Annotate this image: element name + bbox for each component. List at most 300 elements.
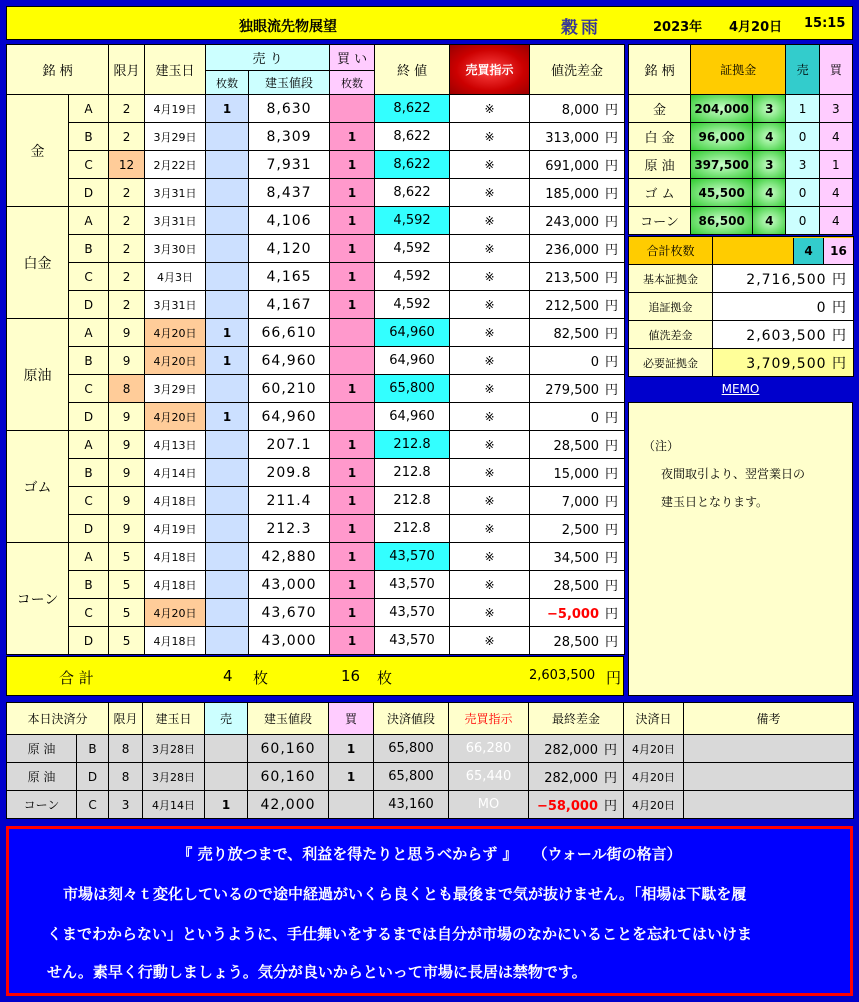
row-sell-qty: [206, 431, 249, 459]
hitsuyo-value: [713, 349, 854, 377]
settle-diff-amount: 282,000: [544, 743, 598, 758]
total-buy: 16: [341, 667, 361, 685]
row-price: 211.4: [249, 487, 330, 515]
settle-buy: 1: [329, 763, 374, 791]
settle-col-9: 決済日: [624, 703, 684, 735]
row-sell-qty: [206, 179, 249, 207]
margin-amount: 397,500: [691, 151, 753, 179]
row-key: D: [69, 291, 109, 319]
quote-box: [6, 826, 853, 996]
row-buy-qty: 1: [330, 599, 375, 627]
gokei-values: [713, 237, 854, 265]
row-diff-yen: 円: [605, 467, 619, 482]
memo-note-title: （注）: [643, 439, 680, 453]
quote-line2: くまでわからない」というように、手仕舞いをするまでは自分が市場のなかにいることを忘れてはいけま: [47, 925, 753, 943]
margin-buy: 1: [819, 151, 852, 179]
row-instruction[interactable]: ※: [450, 235, 530, 263]
row-diff-amount: 313,000: [545, 131, 600, 146]
settle-date: 3月28日: [143, 735, 205, 763]
margin-count: 4: [753, 179, 786, 207]
memo-note-line2: 建玉日となります。: [661, 495, 769, 509]
row-diff-yen: 円: [605, 215, 619, 230]
row-gengetsu: 2: [109, 179, 145, 207]
neara-value: [713, 321, 854, 349]
row-sell-qty: [206, 599, 249, 627]
tsuika-yen: 円: [832, 299, 847, 316]
position-row: [7, 347, 625, 375]
row-close: 65,800: [375, 375, 450, 403]
position-row: [7, 179, 625, 207]
settle-key: D: [77, 763, 109, 791]
row-instruction[interactable]: ※: [450, 263, 530, 291]
col-baibai-button[interactable]: 売買指示: [450, 45, 530, 95]
commodity-name: コーン: [7, 543, 69, 655]
settle-sell: 1: [205, 791, 248, 819]
margin-buy: 4: [819, 179, 852, 207]
settle-diff: [529, 791, 624, 819]
row-close: 4,592: [375, 235, 450, 263]
row-diff-amount: 279,500: [545, 383, 600, 398]
tsuika-label: 追証拠金: [629, 293, 713, 321]
position-row: [7, 151, 625, 179]
row-price: 64,960: [249, 347, 330, 375]
row-diff: [530, 375, 625, 403]
settle-name: 原 油: [7, 735, 77, 763]
row-key: B: [69, 347, 109, 375]
margin-name: 原 油: [629, 151, 691, 179]
position-row: [7, 459, 625, 487]
row-price: 64,960: [249, 403, 330, 431]
row-price: 4,120: [249, 235, 330, 263]
row-sell-qty: [206, 487, 249, 515]
settle-key: B: [77, 735, 109, 763]
position-row: [7, 431, 625, 459]
total-yen: 円: [606, 669, 622, 687]
row-instruction[interactable]: ※: [450, 571, 530, 599]
row-price: 8,309: [249, 123, 330, 151]
row-close: 8,622: [375, 123, 450, 151]
settle-instruction: MO: [449, 791, 529, 819]
row-close: 212.8: [375, 459, 450, 487]
row-diff: [530, 431, 625, 459]
row-instruction[interactable]: ※: [450, 95, 530, 123]
settle-key: C: [77, 791, 109, 819]
row-buy-qty: 1: [330, 123, 375, 151]
hitsuyo-yen: 円: [832, 355, 847, 372]
row-sell-qty: [206, 375, 249, 403]
row-key: B: [69, 123, 109, 151]
col-sell-maisu: 枚数: [206, 71, 249, 95]
row-gengetsu: 9: [109, 459, 145, 487]
margin-name: 白 金: [629, 123, 691, 151]
row-sell-qty: 1: [206, 95, 249, 123]
row-diff-amount: 7,000: [561, 495, 600, 510]
position-row: [7, 627, 625, 655]
margin-count: 4: [753, 123, 786, 151]
position-row: [7, 319, 625, 347]
margin-sell: 1: [786, 95, 819, 123]
row-gengetsu: 12: [109, 151, 145, 179]
row-buy-qty: 1: [330, 431, 375, 459]
settle-note: [684, 735, 854, 763]
position-row: [7, 515, 625, 543]
row-key: D: [69, 515, 109, 543]
settle-note: [684, 791, 854, 819]
col-owarine: 終 値: [375, 45, 450, 95]
row-price: 209.8: [249, 459, 330, 487]
row-close: 64,960: [375, 319, 450, 347]
row-diff: [530, 599, 625, 627]
row-date: 4月20日: [145, 347, 206, 375]
col-buy-maisu: 枚数: [330, 71, 375, 95]
row-diff-amount: 82,500: [553, 327, 600, 342]
row-diff-yen: 円: [605, 579, 619, 594]
row-buy-qty: 1: [330, 151, 375, 179]
position-row: [7, 207, 625, 235]
settle-note: [684, 763, 854, 791]
row-sell-qty: [206, 571, 249, 599]
settle-col-10: 備考: [684, 703, 854, 735]
time-label: 15:15: [804, 16, 846, 31]
settle-diff-amount: −58,000: [536, 799, 598, 814]
margin-count: 3: [753, 151, 786, 179]
side-col-uri: 売: [786, 45, 819, 95]
settle-price: 60,160: [248, 763, 329, 791]
row-diff-amount: 28,500: [553, 439, 600, 454]
row-gengetsu: 2: [109, 207, 145, 235]
row-diff-yen: 円: [605, 355, 619, 370]
row-diff-yen: 円: [605, 523, 619, 538]
row-instruction[interactable]: ※: [450, 179, 530, 207]
memo-note-line1: 夜間取引より、翌営業日の: [661, 467, 806, 481]
row-buy-qty: 1: [330, 179, 375, 207]
col-uri: 売 り: [206, 45, 330, 71]
row-diff: [530, 291, 625, 319]
kihon-amount: 2,716,500: [746, 271, 827, 288]
row-close: 4,592: [375, 291, 450, 319]
row-gengetsu: 2: [109, 123, 145, 151]
margin-sell: 3: [786, 151, 819, 179]
row-diff-amount: 2,500: [561, 523, 600, 538]
row-close: 212.8: [375, 515, 450, 543]
row-key: C: [69, 263, 109, 291]
commodity-name: 白金: [7, 207, 69, 319]
settle-gengetsu: 8: [109, 735, 143, 763]
settle-instruction: 66,280: [449, 735, 529, 763]
row-sell-qty: [206, 123, 249, 151]
settle-instruction: 65,440: [449, 763, 529, 791]
row-diff-yen: 円: [605, 439, 619, 454]
row-buy-qty: 1: [330, 235, 375, 263]
row-instruction[interactable]: ※: [450, 375, 530, 403]
row-key: A: [69, 431, 109, 459]
row-diff-amount: 0: [590, 411, 600, 426]
settle-price: 42,000: [248, 791, 329, 819]
settle-diff-yen: 円: [604, 743, 618, 758]
row-buy-qty: [330, 319, 375, 347]
settle-exec-date: 4月20日: [624, 791, 684, 819]
hitsuyo-label: 必要証拠金: [629, 349, 713, 377]
row-diff-yen: 円: [605, 551, 619, 566]
tsuika-amount: 0: [816, 299, 827, 316]
row-diff: [530, 487, 625, 515]
margin-buy: 4: [819, 123, 852, 151]
total-bar: [6, 656, 624, 696]
settle-buy: 1: [329, 735, 374, 763]
row-instruction[interactable]: ※: [450, 431, 530, 459]
row-diff: [530, 95, 625, 123]
positions-table: [6, 44, 625, 655]
row-instruction[interactable]: ※: [450, 123, 530, 151]
row-instruction[interactable]: ※: [450, 151, 530, 179]
row-date: 4月20日: [145, 599, 206, 627]
settle-col-0: 本日決済分: [7, 703, 109, 735]
row-key: A: [69, 319, 109, 347]
row-diff-yen: 円: [605, 187, 619, 202]
row-instruction[interactable]: ※: [450, 459, 530, 487]
settlement-table: [6, 702, 854, 819]
total-mai1: 枚: [253, 669, 269, 687]
settle-date: 4月14日: [143, 791, 205, 819]
row-instruction[interactable]: ※: [450, 207, 530, 235]
settle-diff: [529, 763, 624, 791]
row-date: 4月20日: [145, 403, 206, 431]
row-gengetsu: 2: [109, 235, 145, 263]
settle-buy: [329, 791, 374, 819]
row-diff-amount: 691,000: [545, 159, 600, 174]
row-instruction[interactable]: ※: [450, 403, 530, 431]
row-buy-qty: 1: [330, 487, 375, 515]
summary-table: [628, 236, 854, 377]
margin-buy: 4: [819, 207, 852, 235]
row-date: 3月29日: [145, 123, 206, 151]
margin-count: 3: [753, 95, 786, 123]
row-diff-amount: 34,500: [553, 551, 600, 566]
col-tategyoku-nedan: 建玉値段: [249, 71, 330, 95]
settle-col-8: 最終差金: [529, 703, 624, 735]
row-instruction[interactable]: ※: [450, 543, 530, 571]
row-gengetsu: 5: [109, 627, 145, 655]
row-instruction[interactable]: ※: [450, 347, 530, 375]
settle-col-2: 建玉日: [143, 703, 205, 735]
settle-diff-amount: 282,000: [544, 771, 598, 786]
settle-gengetsu: 3: [109, 791, 143, 819]
margin-amount: 96,000: [691, 123, 753, 151]
row-diff-yen: 円: [605, 635, 619, 650]
row-instruction[interactable]: ※: [450, 319, 530, 347]
row-close: 212.8: [375, 487, 450, 515]
row-diff-amount: 243,000: [545, 215, 600, 230]
row-close: 4,592: [375, 263, 450, 291]
row-sell-qty: [206, 543, 249, 571]
row-gengetsu: 9: [109, 319, 145, 347]
position-row: [7, 291, 625, 319]
row-instruction[interactable]: ※: [450, 291, 530, 319]
row-sell-qty: [206, 515, 249, 543]
row-diff: [530, 235, 625, 263]
row-diff-amount: 236,000: [545, 243, 600, 258]
row-date: 4月18日: [145, 571, 206, 599]
row-diff: [530, 123, 625, 151]
row-price: 43,000: [249, 571, 330, 599]
quote-line1: 市場は刻々ｔ変化しているので途中経過がいくら良くとも最後まで気が抜けません。「相場は下駄を履: [63, 885, 747, 903]
row-diff-yen: 円: [605, 131, 619, 146]
row-buy-qty: 1: [330, 207, 375, 235]
row-price: 42,880: [249, 543, 330, 571]
row-diff: [530, 263, 625, 291]
col-kai: 買 い: [330, 45, 375, 71]
row-key: B: [69, 235, 109, 263]
row-diff-amount: 212,500: [545, 299, 600, 314]
margin-count: 4: [753, 207, 786, 235]
row-price: 8,630: [249, 95, 330, 123]
row-key: D: [69, 627, 109, 655]
memo-panel: [628, 402, 853, 696]
row-diff-amount: 15,000: [553, 467, 600, 482]
row-diff-yen: 円: [605, 327, 619, 342]
total-amount: 2,603,500: [529, 668, 596, 683]
row-key: A: [69, 207, 109, 235]
row-diff: [530, 347, 625, 375]
row-diff: [530, 459, 625, 487]
row-price: 7,931: [249, 151, 330, 179]
kihon-label: 基本証拠金: [629, 265, 713, 293]
row-close: 43,570: [375, 627, 450, 655]
row-key: D: [69, 403, 109, 431]
row-date: 4月13日: [145, 431, 206, 459]
settle-exec-price: 65,800: [374, 735, 449, 763]
row-gengetsu: 5: [109, 599, 145, 627]
row-price: 60,210: [249, 375, 330, 403]
row-close: 43,570: [375, 571, 450, 599]
settle-sell: [205, 735, 248, 763]
date-day: 4月20日: [729, 20, 783, 35]
margin-amount: 86,500: [691, 207, 753, 235]
row-diff: [530, 207, 625, 235]
date-year: 2023年: [653, 20, 703, 35]
side-col-meigara: 銘 柄: [629, 45, 691, 95]
row-sell-qty: [206, 151, 249, 179]
header-bar: [6, 6, 853, 40]
margin-row: [629, 95, 853, 123]
row-diff: [530, 319, 625, 347]
row-key: C: [69, 151, 109, 179]
row-price: 4,165: [249, 263, 330, 291]
row-diff: [530, 571, 625, 599]
row-close: 4,592: [375, 207, 450, 235]
margin-row: [629, 151, 853, 179]
row-price: 66,610: [249, 319, 330, 347]
side-col-shokokin: 証拠金: [691, 45, 786, 95]
col-gengetsu: 限月: [109, 45, 145, 95]
app-title: 独眼流先物展望: [239, 19, 337, 35]
row-diff-amount: 28,500: [553, 635, 600, 650]
margin-amount: 204,000: [691, 95, 753, 123]
row-buy-qty: 1: [330, 627, 375, 655]
kihon-value: [713, 265, 854, 293]
row-diff-yen: 円: [605, 103, 619, 118]
neara-amount: 2,603,500: [746, 327, 827, 344]
row-diff-amount: 185,000: [545, 187, 600, 202]
col-meigara: 銘 柄: [7, 45, 109, 95]
row-instruction[interactable]: ※: [450, 599, 530, 627]
row-gengetsu: 9: [109, 487, 145, 515]
row-sell-qty: 1: [206, 347, 249, 375]
row-diff-yen: 円: [605, 299, 619, 314]
settle-col-3: 売: [205, 703, 248, 735]
row-diff-amount: 0: [590, 355, 600, 370]
memo-link[interactable]: MEMO: [721, 382, 760, 396]
margin-amount: 45,500: [691, 179, 753, 207]
row-date: 4月18日: [145, 627, 206, 655]
settle-col-6: 決済値段: [374, 703, 449, 735]
row-price: 207.1: [249, 431, 330, 459]
row-close: 43,570: [375, 599, 450, 627]
row-date: 4月3日: [145, 263, 206, 291]
row-diff-yen: 円: [605, 271, 619, 286]
margin-sell: 0: [786, 179, 819, 207]
side-col-kai: 買: [819, 45, 852, 95]
margin-row: [629, 179, 853, 207]
margin-name: ゴ ム: [629, 179, 691, 207]
row-key: A: [69, 543, 109, 571]
row-date: 4月14日: [145, 459, 206, 487]
row-close: 8,622: [375, 179, 450, 207]
row-diff-amount: −5,000: [547, 607, 600, 622]
position-row: [7, 599, 625, 627]
row-date: 4月19日: [145, 515, 206, 543]
row-buy-qty: 1: [330, 571, 375, 599]
settle-col-1: 限月: [109, 703, 143, 735]
row-key: C: [69, 487, 109, 515]
row-sell-qty: [206, 459, 249, 487]
row-close: 212.8: [375, 431, 450, 459]
settle-exec-date: 4月20日: [624, 763, 684, 791]
row-buy-qty: 1: [330, 515, 375, 543]
col-neara: 値洗差金: [530, 45, 625, 95]
row-date: 4月20日: [145, 319, 206, 347]
row-close: 8,622: [375, 151, 450, 179]
row-key: B: [69, 459, 109, 487]
row-date: 4月19日: [145, 95, 206, 123]
row-gengetsu: 8: [109, 375, 145, 403]
position-row: [7, 571, 625, 599]
row-diff-amount: 28,500: [553, 579, 600, 594]
row-diff-yen: 円: [605, 411, 619, 426]
row-buy-qty: [330, 95, 375, 123]
col-tategyokubi: 建玉日: [145, 45, 206, 95]
total-sell: 4: [223, 667, 233, 685]
row-gengetsu: 5: [109, 571, 145, 599]
row-instruction[interactable]: ※: [450, 627, 530, 655]
row-diff: [530, 543, 625, 571]
row-date: 2月22日: [145, 151, 206, 179]
row-instruction[interactable]: ※: [450, 515, 530, 543]
row-close: 64,960: [375, 347, 450, 375]
row-key: C: [69, 599, 109, 627]
tsuika-value: [713, 293, 854, 321]
row-gengetsu: 5: [109, 543, 145, 571]
settle-row: [7, 763, 854, 791]
total-mai2: 枚: [377, 669, 393, 687]
settle-sell: [205, 763, 248, 791]
gokei-buy: 16: [823, 238, 853, 264]
row-diff: [530, 627, 625, 655]
row-close: 64,960: [375, 403, 450, 431]
row-instruction[interactable]: ※: [450, 487, 530, 515]
settle-exec-price: 65,800: [374, 763, 449, 791]
commodity-name: 原油: [7, 319, 69, 431]
